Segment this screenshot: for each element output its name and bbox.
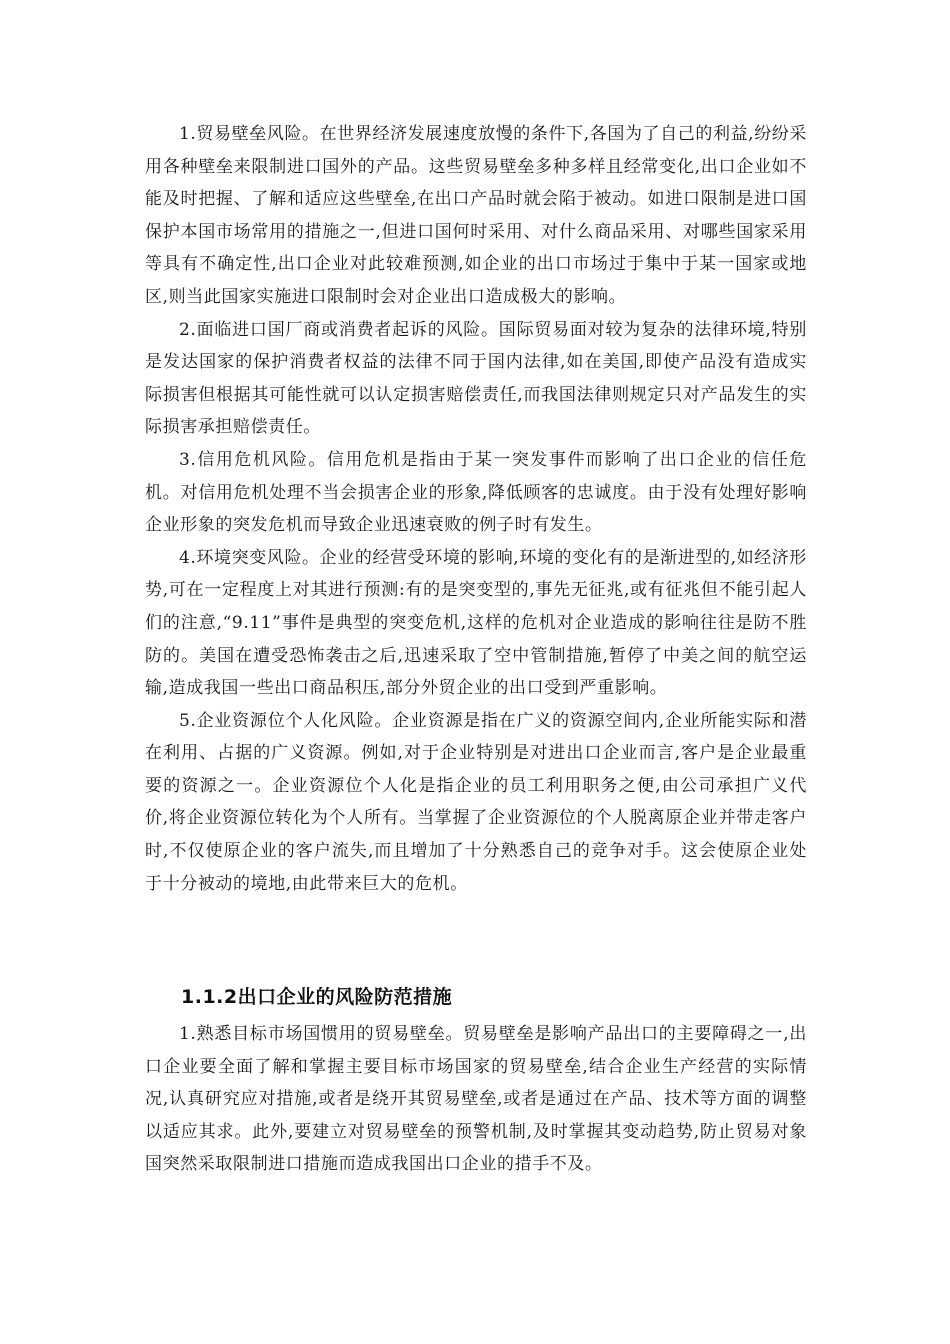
risk-paragraph-trade-barrier: 1.贸易壁垒风险。在世界经济发展速度放慢的条件下,各国为了自己的利益,纷纷采用各种壁垒来限制进口国外的产品。这些贸易壁垒多种多样且经常变化,出口企业如不能及时把握、了解和适应这些壁垒,在出口产品时就会陷于被动。如进口限制是进口国保护本国市场常用的措施之一,但进口国何时采用、对什么商品采用、对哪些国家采用等具有不确定性,出口企业对此较难预测,如企业的出口市场过于集中于某一国家或地区,则当此国家实施进口限制时会对企业出口造成极大的影响。 [145, 124, 807, 307]
risk-paragraph-environment: 4.环境突变风险。企业的经营受环境的影响,环境的变化有的是渐进型的,如经济形势,可在一定程度上对其进行预测:有的是突变型的,事先无征兆,或有征兆但不能引起人们的注意,“9.11”事件是典型的突变危机,这样的危机对企业造成的影响往往是防不胜防的。美国在遭受恐怖袭击之后,迅速采取了空中管制措施,暂停了中美之间的航空运输,造成我国一些出口商品积压,部分外贸企业的出口受到严重影响。 [145, 547, 807, 699]
risk-paragraph-credit-crisis: 3.信用危机风险。信用危机是指由于某一突发事件而影响了出口企业的信任危机。对信用危机处理不当会损害企业的形象,降低顾客的忠诚度。由于没有处理好影响企业形象的突发危机而导致企业迅速衰败的例子时有发生。 [145, 449, 807, 536]
section-heading: 1.1.2出口企业的风险防范措施 [181, 986, 453, 1008]
measure-list [145, 1018, 807, 1181]
risk-paragraph-lawsuit: 2.面临进口国厂商或消费者起诉的风险。国际贸易面对较为复杂的法律环境,特别是发达国家的保护消费者权益的法律不同于国内法律,如在美国,即使产品没有造成实际损害但根据其可能性就可以认定损害赔偿责任,而我国法律则规定只对产品发生的实际损害承担赔偿责任。 [145, 319, 807, 438]
risk-paragraph-resource: 5.企业资源位个人化风险。企业资源是指在广义的资源空间内,企业所能实际和潜在利用、占据的广义资源。例如,对于企业特别是对进出口企业而言,客户是企业最重要的资源之一。企业资源位个人化是指企业的员工利用职务之便,由公司承担广义代价,将企业资源位转化为个人所有。当掌握了企业资源位的个人脱离原企业并带走客户时,不仅使原企业的客户流失,而且增加了十分熟悉自己的竞争对手。这会使原企业处于十分被动的境地,由此带来巨大的危机。 [145, 710, 807, 894]
measure-paragraph-trade-barrier: 1.熟悉目标市场国惯用的贸易壁垒。贸易壁垒是影响产品出口的主要障碍之一,出口企业要全面了解和掌握主要目标市场国家的贸易壁垒,结合企业生产经营的实际情况,认真研究应对措施,或者是绕开其贸易壁垒,或者是通过在产品、技术等方面的调整以适应其求。此外,要建立对贸易壁垒的预警机制,及时掌握其变动趋势,防止贸易对象国突然采取限制进口措施而造成我国出口企业的措手不及。 [145, 1024, 807, 1175]
risk-list [145, 118, 807, 900]
